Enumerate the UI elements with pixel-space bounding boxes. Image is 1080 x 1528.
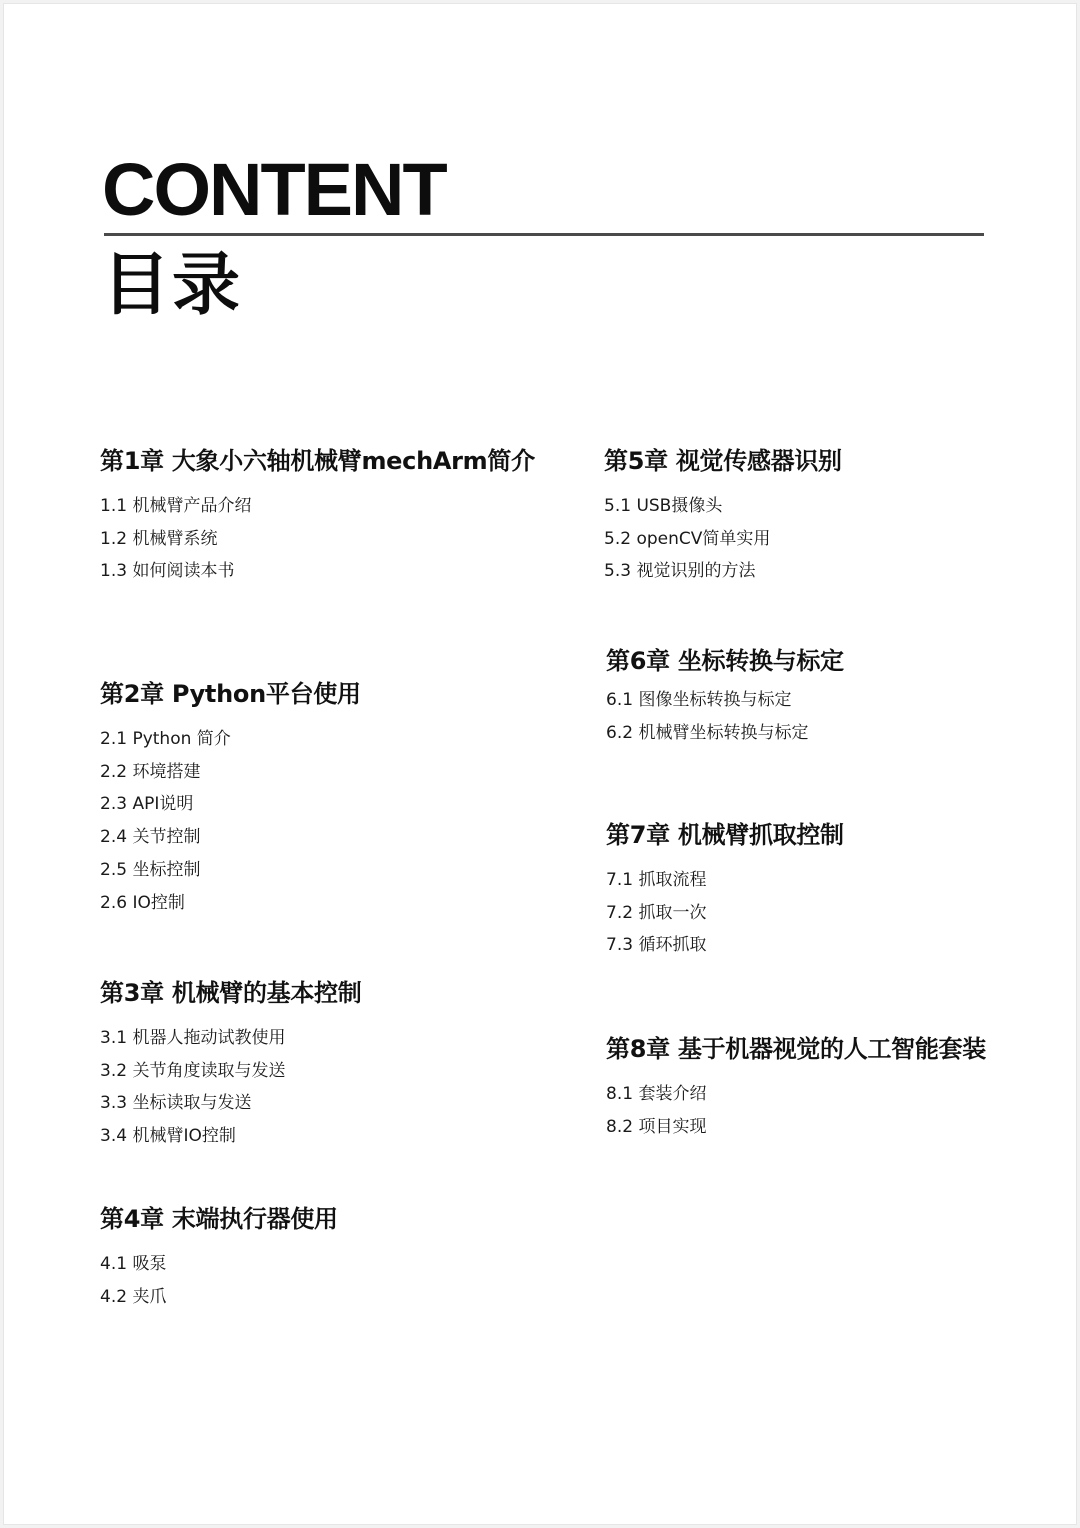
chapter-heading: 第5章 视觉传感器识别: [604, 447, 842, 475]
section-item: 6.1 图像坐标转换与标定: [606, 690, 792, 710]
section-item: 1.3 如何阅读本书: [100, 561, 235, 582]
section-item: 5.1 USB摄像头: [604, 496, 723, 516]
chapter-6: [606, 646, 844, 749]
section-item: 1.2 机械臂系统: [100, 528, 218, 549]
section-list: [604, 490, 842, 588]
section-item: 3.1 机器人拖动试教使用: [100, 1028, 286, 1048]
section-item: 2.1 Python 简介: [100, 729, 231, 749]
chapter-8: [606, 1034, 986, 1143]
section-item: 4.2 夹爪: [100, 1286, 167, 1307]
section-item: 7.1 抓取流程: [606, 870, 707, 890]
section-list: [606, 684, 844, 749]
chapter-heading: 第4章 末端执行器使用: [100, 1205, 338, 1233]
section-item: 2.4 关节控制: [100, 827, 201, 848]
chapter-heading: 第2章 Python平台使用: [100, 680, 361, 708]
section-list: [606, 864, 844, 962]
section-item: 3.2 关节角度读取与发送: [100, 1060, 286, 1081]
section-item: 8.2 项目实现: [606, 1116, 707, 1137]
chapter-2: [100, 679, 361, 919]
chapter-1: [100, 446, 535, 588]
chapter-heading: 第1章 大象小六轴机械臂mechArm简介: [100, 447, 535, 475]
section-item: 2.2 环境搭建: [100, 761, 201, 782]
chapter-heading: 第3章 机械臂的基本控制: [100, 979, 362, 1007]
section-item: 3.4 机械臂IO控制: [100, 1126, 236, 1147]
section-item: 1.1 机械臂产品介绍: [100, 496, 252, 516]
section-item: 8.1 套装介绍: [606, 1084, 707, 1104]
section-list: [100, 1248, 338, 1313]
section-item: 7.3 循环抓取: [606, 935, 707, 956]
section-list: [100, 723, 361, 919]
section-item: 4.1 吸泵: [100, 1254, 167, 1274]
content-title-en: CONTENT: [102, 148, 446, 231]
chapter-heading: 第7章 机械臂抓取控制: [606, 821, 844, 849]
chapter-heading: 第6章 坐标转换与标定: [606, 647, 844, 675]
section-item: 6.2 机械臂坐标转换与标定: [606, 722, 809, 743]
document-page: [4, 4, 1076, 1524]
section-list: [100, 490, 535, 588]
chapter-4: [100, 1204, 338, 1313]
chapter-3: [100, 978, 361, 1153]
title-divider: [104, 233, 984, 236]
chapter-7: [606, 820, 844, 962]
content-title-zh: 目录: [102, 246, 243, 325]
section-item: 3.3 坐标读取与发送: [100, 1093, 252, 1114]
chapter-5: [604, 446, 842, 588]
section-item: 5.2 openCV简单实用: [604, 528, 771, 549]
section-item: 7.2 抓取一次: [606, 902, 707, 923]
section-item: 2.3 API说明: [100, 794, 194, 815]
section-list: [606, 1078, 986, 1143]
section-item: 2.5 坐标控制: [100, 859, 201, 880]
chapter-heading: 第8章 基于机器视觉的人工智能套装: [606, 1035, 986, 1063]
section-item: 5.3 视觉识别的方法: [604, 561, 756, 582]
section-list: [100, 1022, 361, 1153]
section-item: 2.6 IO控制: [100, 892, 185, 913]
